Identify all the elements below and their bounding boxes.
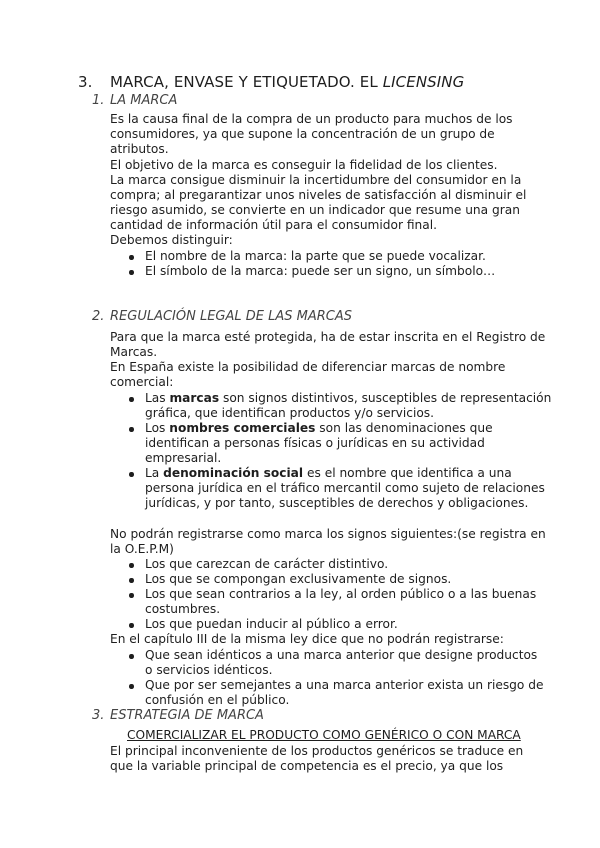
paragraph-line: En el capítulo III de la misma ley dice que no podrán registrarse: [110, 632, 504, 646]
subsection-title: REGULACIÓN LEGAL DE LAS MARCAS [110, 309, 353, 324]
list-item: La denominación social es el nombre que identifica a una [145, 466, 512, 480]
paragraph-line: cantidad de información útil para el consumidor final. [110, 218, 438, 232]
paragraph-line: compra; al pregarantizar unos niveles de satisfacción al disminuir el [110, 188, 527, 202]
paragraph-line: La marca consigue disminuir la incertidumbre del consumidor en la [110, 173, 522, 187]
list-item: Los nombres comerciales son las denominaciones que [145, 421, 493, 435]
paragraph-line: comercial: [110, 375, 174, 389]
list-item: Que sean idénticos a una marca anterior que designe productos [145, 648, 538, 662]
paragraph-line: Es la causa final de la compra de un producto para muchos de los [110, 112, 513, 126]
list-item: Que por ser semejantes a una marca anterior exista un riesgo de [145, 678, 544, 692]
paragraph-line: riesgo asumido, se convierte en un indicador que resume una gran [110, 203, 520, 217]
list-item-continuation: persona jurídica en el tráfico mercantil como sujeto de relaciones [145, 481, 545, 495]
list-item: Los que se compongan exclusivamente de signos. [145, 572, 452, 586]
list-item-continuation: empresarial. [145, 451, 222, 465]
paragraph-line: El objetivo de la marca es conseguir la fidelidad de los clientes. [110, 158, 498, 172]
list-item: Las marcas son signos distintivos, susceptibles de representación [145, 391, 552, 405]
list-item-continuation: gráfica, que identifican productos y/o servicios. [145, 406, 435, 420]
list-item: Los que sean contrarios a la ley, al orden público o a las buenas [145, 587, 537, 601]
paragraph-line: Debemos distinguir: [110, 233, 233, 247]
paragraph-line: atributos. [110, 142, 169, 156]
paragraph-line: que la variable principal de competencia es el precio, ya que los [110, 759, 504, 773]
list-item-continuation: jurídicas, y por tanto, susceptibles de derechos y obligaciones. [145, 496, 529, 510]
paragraph-line: consumidores, ya que supone la concentración de un grupo de [110, 127, 495, 141]
paragraph-line: No podrán registrarse como marca los signos siguientes:(se registra en [110, 527, 546, 541]
underlined-heading: COMERCIALIZAR EL PRODUCTO COMO GENÉRICO O CON MARCA [127, 728, 521, 742]
subsection-title: ESTRATEGIA DE MARCA [110, 708, 264, 723]
paragraph-line: El principal inconveniente de los productos genéricos se traduce en [110, 744, 524, 758]
paragraph-line: Para que la marca esté protegida, ha de estar inscrita en el Registro de [110, 330, 546, 344]
subsection-number: 3. [92, 708, 105, 723]
paragraph-line: Marcas. [110, 345, 158, 359]
paragraph-line: En España existe la posibilidad de diferenciar marcas de nombre [110, 360, 506, 374]
list-item-continuation: confusión en el público. [145, 693, 290, 707]
list-item: El nombre de la marca: la parte que se puede vocalizar. [145, 249, 486, 263]
subsection-number: 2. [92, 309, 105, 324]
list-item: Los que carezcan de carácter distintivo. [145, 557, 389, 571]
list-item: El símbolo de la marca: puede ser un signo, un símbolo… [145, 264, 496, 278]
subsection-number: 1. [92, 93, 105, 108]
list-item-continuation: costumbres. [145, 602, 221, 616]
section-title: MARCA, ENVASE Y ETIQUETADO. EL LICENSING [110, 73, 465, 91]
subsection-title: LA MARCA [110, 93, 178, 108]
list-item-continuation: identifican a personas físicas o jurídicas en su actividad [145, 436, 485, 450]
list-item-continuation: o servicios idénticos. [145, 663, 273, 677]
paragraph-line: la O.E.P.M) [110, 542, 174, 556]
section-number: 3. [78, 73, 93, 91]
list-item: Los que puedan inducir al público a error. [145, 617, 398, 631]
